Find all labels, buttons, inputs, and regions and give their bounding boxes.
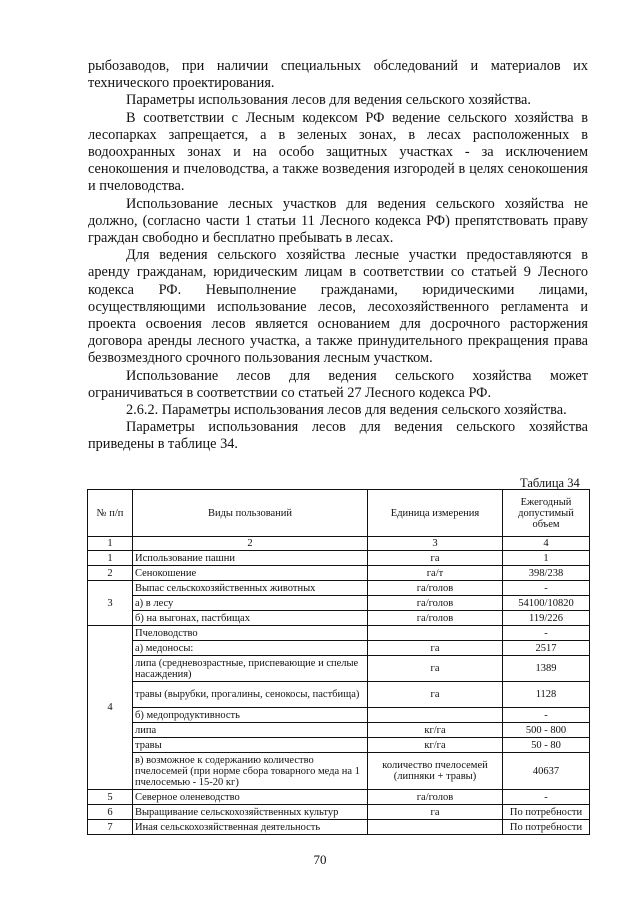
row-unit — [368, 820, 503, 835]
row-unit: га/т — [368, 566, 503, 581]
row-name: травы (вырубки, прогалины, сенокосы, пастбища) — [133, 682, 368, 708]
page-number: 70 — [313, 852, 327, 867]
row-unit: га — [368, 682, 503, 708]
row-unit: кг/га — [368, 738, 503, 753]
row-name: липа (средневозрастные, приспевающие и спелые насаждения) — [133, 656, 368, 682]
row-unit: га — [368, 656, 503, 682]
row-name: Выращивание сельскохозяйственных культур — [133, 805, 368, 820]
row-unit — [368, 708, 503, 723]
row-name: Выпас сельскохозяйственных животных — [133, 581, 368, 596]
table-row — [88, 805, 590, 820]
row-volume: 119/226 — [503, 611, 590, 626]
header-usage-type: Виды пользований — [133, 490, 368, 537]
row-unit: га — [368, 641, 503, 656]
row-number: 2 — [88, 566, 133, 581]
table-row — [88, 566, 590, 581]
row-name: Сенокошение — [133, 566, 368, 581]
row-volume: - — [503, 581, 590, 596]
row-volume: 1389 — [503, 656, 590, 682]
paragraph: В соответствии с Лесным кодексом РФ ведение сельского хозяйства в лесопарках запрещается, а в зеленых зонах, в лесах расположенных в водоохранных зонах и на особо защитных участках - за исключением сенокошения и пчеловодства, а также возведения изгородей в целях сенокошения и пчеловодства. — [88, 109, 588, 195]
row-volume: 54100/10820 — [503, 596, 590, 611]
row-number: 5 — [88, 790, 133, 805]
table-row — [88, 626, 590, 641]
row-name: в) возможное к содержанию количество пчелосемей (при норме сбора товарного меда на 1 пчелосемью - 15-20 кг) — [133, 753, 368, 790]
column-index: 2 — [133, 537, 368, 551]
table-row — [88, 611, 590, 626]
row-volume: 398/238 — [503, 566, 590, 581]
row-volume: - — [503, 790, 590, 805]
row-name: Использование пашни — [133, 551, 368, 566]
row-volume: - — [503, 708, 590, 723]
row-unit: количество пчелосемей (липняки + травы) — [368, 753, 503, 790]
row-name: Северное оленеводство — [133, 790, 368, 805]
table-row — [88, 790, 590, 805]
row-volume: 500 - 800 — [503, 723, 590, 738]
row-volume: По потребности — [503, 820, 590, 835]
row-number: 7 — [88, 820, 133, 835]
section-heading: Параметры использования лесов для ведения сельского хозяйства. — [126, 92, 531, 109]
row-unit: га — [368, 551, 503, 566]
paragraph: Для ведения сельского хозяйства лесные участки предоставляются в аренду гражданам, юридическим лицам в соответствии со статьей 9 Лесного кодекса РФ. Невыполнение гражданами, юридическими лицами, осуществляющими использование лесов, лесохозяйственного регламента и проекта освоения лесов является основанием для досрочного расторжения договора аренды лесного участка, а также принудительного прекращения права безвозмездного срочного пользования лесным участком. — [88, 247, 588, 367]
column-index: 4 — [503, 537, 590, 551]
row-volume: 1128 — [503, 682, 590, 708]
table-row — [88, 596, 590, 611]
header-annual-volume: Ежегодный допустимый объем — [503, 490, 590, 537]
row-unit: га/голов — [368, 790, 503, 805]
row-volume: По потребности — [503, 805, 590, 820]
row-name: травы — [133, 738, 368, 753]
table-caption: Таблица 34 — [520, 476, 580, 490]
row-name: а) медоносы: — [133, 641, 368, 656]
paragraph: Параметры использования лесов для ведения сельского хозяйства приведены в таблице 34. — [88, 419, 588, 453]
row-volume: 2517 — [503, 641, 590, 656]
row-name: б) на выгонах, пастбищах — [133, 611, 368, 626]
row-name: Иная сельскохозяйственная деятельность — [133, 820, 368, 835]
row-name: Пчеловодство — [133, 626, 368, 641]
row-unit: га — [368, 805, 503, 820]
table-row — [88, 820, 590, 835]
body-text — [88, 58, 588, 454]
paragraph: рыбозаводов, при наличии специальных обследований и материалов их технического проектирования. — [88, 58, 588, 92]
row-number: 3 — [88, 581, 133, 626]
paragraph: Использование лесов для ведения сельского хозяйства может ограничиваться в соответствии со статьей 27 Лесного кодекса РФ. — [88, 367, 588, 401]
paragraph: Использование лесных участков для ведения сельского хозяйства не должно, (согласно части 1 статьи 11 Лесного кодекса РФ) препятствовать праву граждан свободно и бесплатно пребывать в лесах. — [88, 195, 588, 247]
column-index: 3 — [368, 537, 503, 551]
usage-parameters-table — [87, 489, 590, 835]
row-number: 1 — [88, 551, 133, 566]
row-unit — [368, 626, 503, 641]
row-unit: кг/га — [368, 723, 503, 738]
row-number: 4 — [88, 626, 133, 790]
row-volume: 40637 — [503, 753, 590, 790]
row-name: б) медопродуктивность — [133, 708, 368, 723]
table-row — [88, 738, 590, 753]
table-row — [88, 753, 590, 790]
table-row — [88, 641, 590, 656]
row-unit: га/голов — [368, 596, 503, 611]
row-unit: га/голов — [368, 581, 503, 596]
table-row — [88, 682, 590, 708]
row-name: а) в лесу — [133, 596, 368, 611]
table-row — [88, 656, 590, 682]
table-row — [88, 723, 590, 738]
row-unit: га/голов — [368, 611, 503, 626]
table-row — [88, 551, 590, 566]
column-index: 1 — [88, 537, 133, 551]
table-header-row — [88, 490, 590, 537]
row-number: 6 — [88, 805, 133, 820]
row-volume: 50 - 80 — [503, 738, 590, 753]
row-volume: - — [503, 626, 590, 641]
header-number: № п/п — [88, 490, 133, 537]
table-row — [88, 581, 590, 596]
section-heading: 2.6.2. Параметры использования лесов для ведения сельского хозяйства. — [126, 402, 567, 419]
row-volume: 1 — [503, 551, 590, 566]
row-name: липа — [133, 723, 368, 738]
table-row — [88, 708, 590, 723]
header-unit: Единица измерения — [368, 490, 503, 537]
column-index-row — [88, 537, 590, 551]
